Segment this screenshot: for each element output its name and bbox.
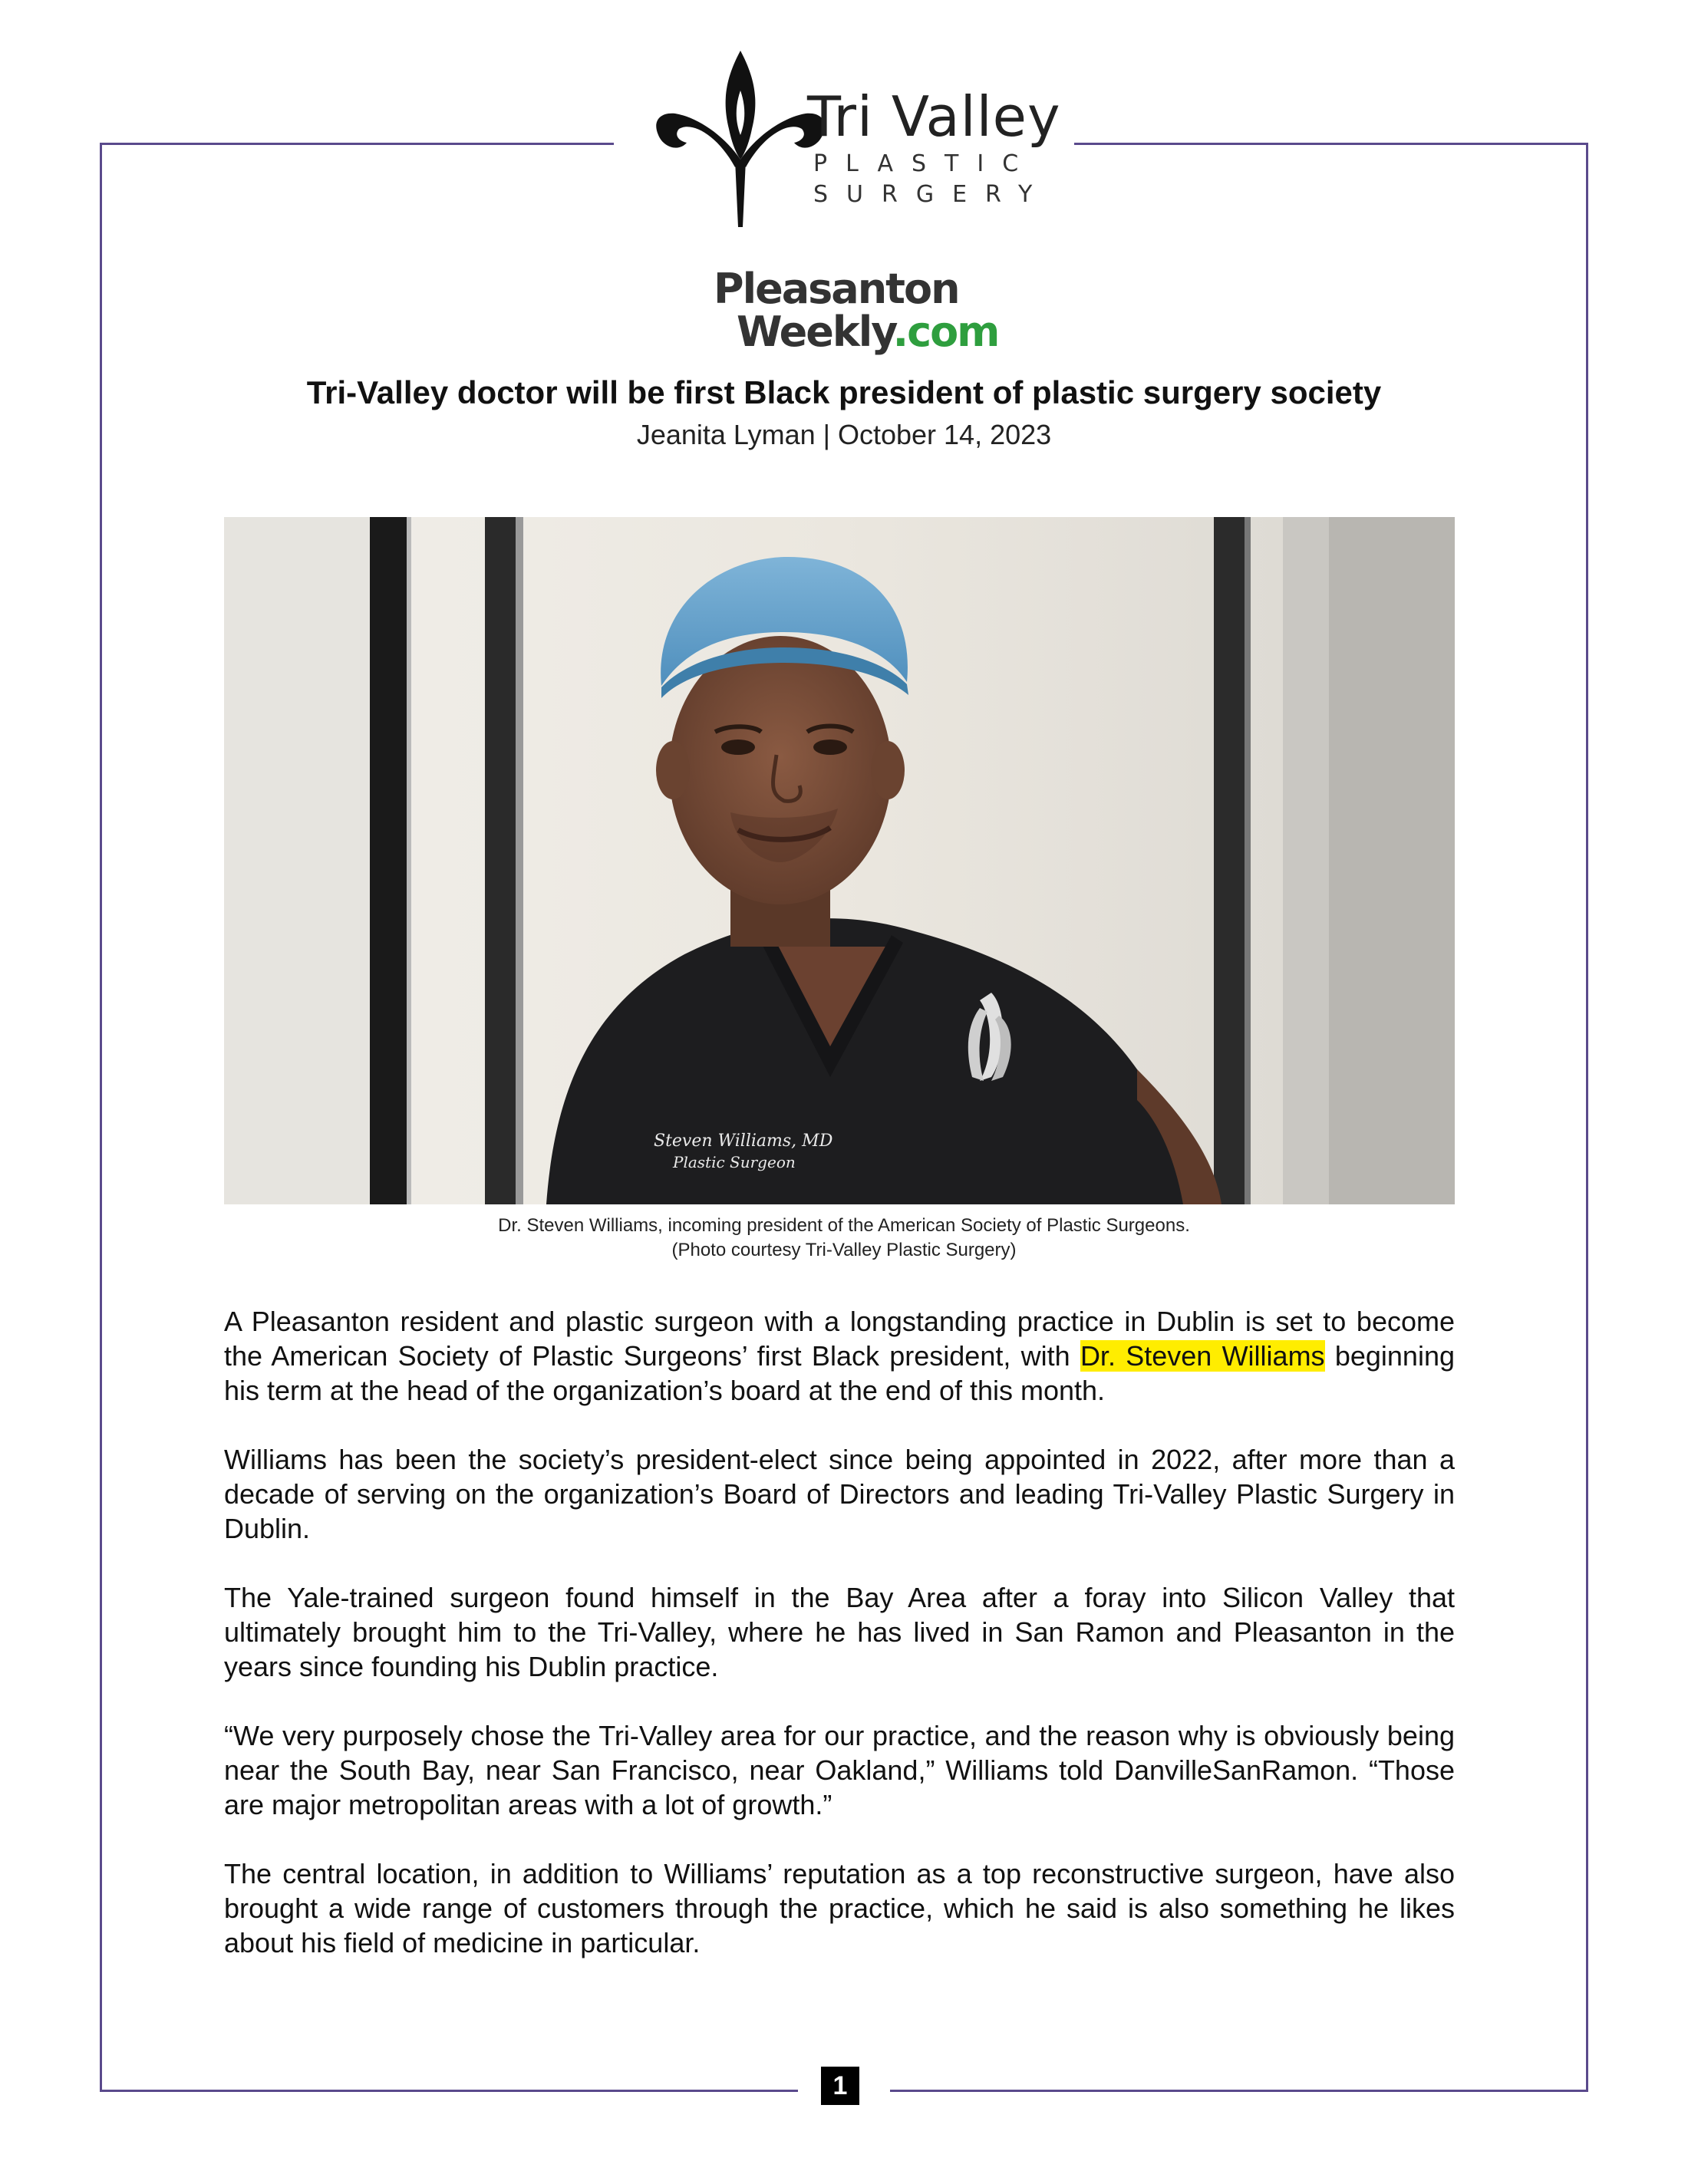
article-body	[224, 1304, 1455, 1995]
scrub-title-embroidery: Plastic Surgeon	[673, 1153, 796, 1171]
page-number: 1	[821, 2067, 859, 2105]
logo-subtitle-line1: PLASTIC	[813, 150, 1037, 177]
caption-line2: (Photo courtesy Tri-Valley Plastic Surgery)	[671, 1240, 1017, 1260]
pleasanton-weekly-logo	[714, 265, 999, 364]
article-headline: Tri-Valley doctor will be first Black president of plastic surgery society	[306, 374, 1382, 410]
article-paragraph-1	[224, 1304, 1455, 1408]
publication-name-line2	[737, 308, 998, 356]
publication-name-weekly: Weekly	[737, 308, 893, 356]
surgeon-portrait	[224, 517, 1455, 1204]
article-byline: Jeanita Lyman | October 14, 2023	[636, 419, 1052, 450]
scrub-name-embroidery: Steven Williams, MD	[654, 1132, 833, 1151]
article-paragraph-2: Williams has been the society’s president-elect since being appointed in 2022, after more than a decade of serving on the organization’s Board of Directors and leading Tri-Valley Plastic Surgery in Dublin.	[224, 1444, 1455, 1544]
publication-name-suffix: .com	[892, 308, 999, 356]
article-paragraph-5: The central location, in addition to Williams’ reputation as a top reconstructive surgeon, have also brought a wide range of customers through the practice, which he said is also something he likes about his field of medicine in particular.	[224, 1858, 1455, 1958]
tri-valley-logo	[645, 44, 1061, 236]
publication-name-line1: Pleasanton	[714, 265, 959, 313]
article-paragraph-3: The Yale-trained surgeon found himself in the Bay Area after a foray into Silicon Valley that ultimately brought him to the Tri-Valley, where he has lived in San Ramon and Pleasanton in the years since founding his Dublin practice.	[224, 1582, 1455, 1682]
article-paragraph-4: “We very purposely chose the Tri-Valley area for our practice, and the reason why is obviously being near the South Bay, near San Francisco, near Oakland,” Williams told DanvilleSanRamon. “Those are major metropolitan areas with a lot of growth.”	[224, 1720, 1455, 1820]
p1-text-after: beginning his term at the head of the organization’s board at the end of this month.	[224, 1340, 1455, 1406]
p1-text-before: A Pleasanton resident and plastic surgeon with a longstanding practice in Dublin is set to become the American Society of Plastic Surgeons’ first Black president, with	[224, 1306, 1455, 1372]
highlighted-name: Dr. Steven Williams	[1080, 1340, 1325, 1372]
caption-line1: Dr. Steven Williams, incoming president of the American Society of Plastic Surgeons.	[498, 1215, 1190, 1236]
logo-subtitle-line2: SURGERY	[813, 181, 1051, 208]
logo-title: Tri Valley	[807, 84, 1061, 149]
article-photo	[224, 517, 1455, 1204]
photo-caption	[0, 1214, 1688, 1263]
